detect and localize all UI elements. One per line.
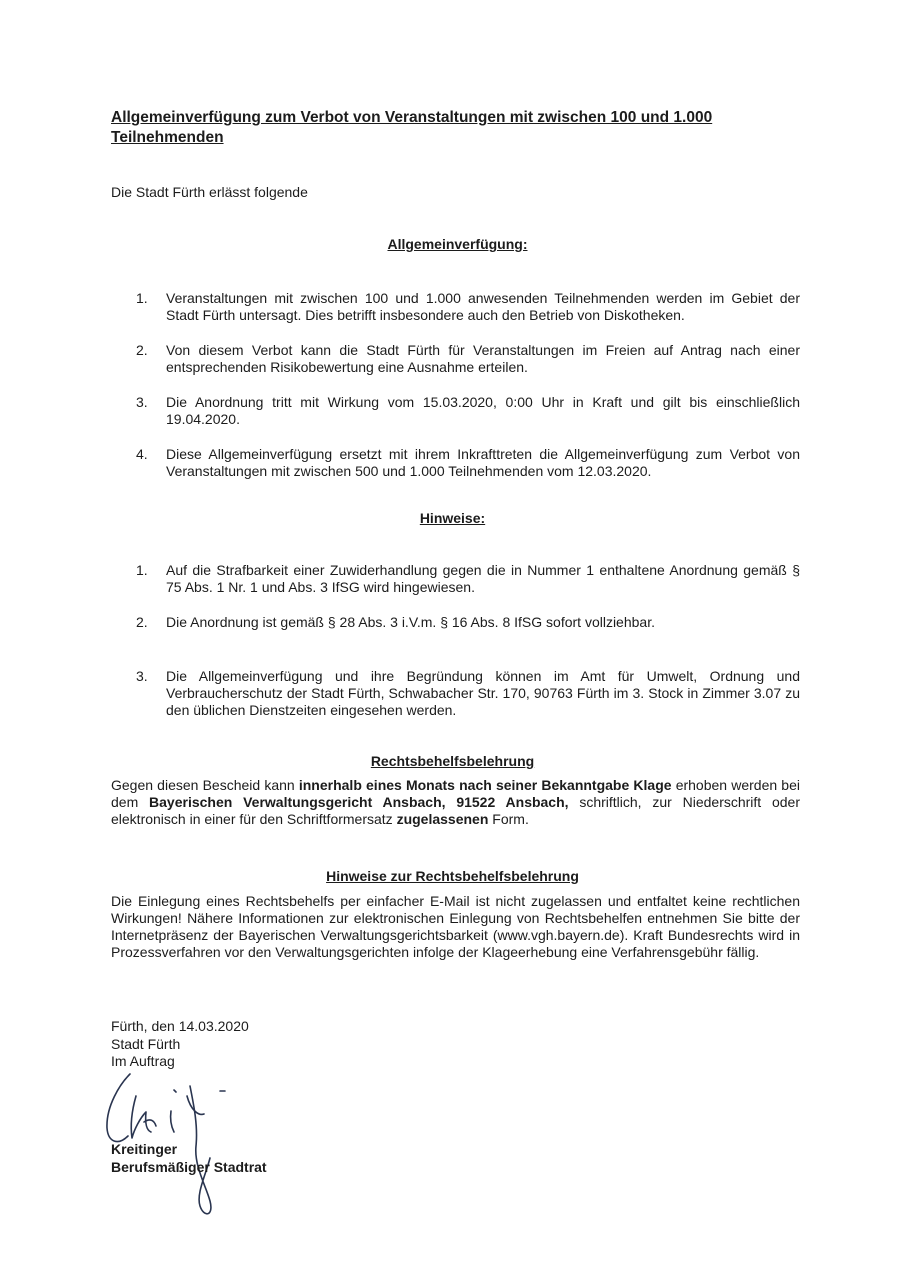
list-item <box>136 290 800 324</box>
list-item-number: 1. <box>136 290 148 306</box>
list-item-text: Die Anordnung ist gemäß § 28 Abs. 3 i.V.m. § 16 Abs. 8 IfSG sofort vollziehbar. <box>166 614 655 630</box>
signoff-block <box>111 1018 249 1071</box>
legal-text-part: Form. <box>488 811 529 827</box>
list-item <box>136 562 800 596</box>
legal-text-part: Gegen diesen Bescheid kann <box>111 777 299 793</box>
signer-title: Berufsmäßiger Stadtrat <box>111 1159 267 1175</box>
list-item-text: Auf die Strafbarkeit einer Zuwiderhandlung gegen die in Nummer 1 enthaltene Anordnung gemäß § 75 Abs. 1 Nr. 1 und Abs. 3 IfSG wird hingewiesen. <box>166 562 800 595</box>
list-item-number: 3. <box>136 394 148 410</box>
list-item <box>136 342 800 376</box>
authority: Stadt Fürth <box>111 1035 181 1052</box>
legal-text-bold: innerhalb eines Monats nach seiner Bekanntgabe Klage <box>298 777 672 793</box>
signer-name: Kreitinger <box>111 1141 178 1157</box>
list-item-number: 2. <box>136 614 148 630</box>
document-title: Allgemeinverfügung zum Verbot von Veranstaltungen mit zwischen 100 und 1.000 Teilnehmenden <box>111 109 713 146</box>
list-item <box>136 668 800 719</box>
on-behalf: Im Auftrag <box>111 1053 175 1069</box>
notes-heading: Hinweise: <box>419 510 486 526</box>
decree-heading: Allgemeinverfügung: <box>387 236 528 252</box>
notes-list <box>136 562 800 719</box>
list-item-text: Die Anordnung tritt mit Wirkung vom 15.03.2020, 0:00 Uhr in Kraft und gilt bis einschließlich 19.04.2020. <box>166 394 800 427</box>
list-item-number: 1. <box>136 562 148 578</box>
list-item-number: 2. <box>136 342 148 358</box>
intro-text: Die Stadt Fürth erlässt folgende <box>111 184 308 200</box>
legal-notes-heading: Hinweise zur Rechtsbehelfsbelehrung <box>326 868 579 884</box>
list-item-text: Veranstaltungen mit zwischen 100 und 1.000 anwesenden Teilnehmenden werden im Gebiet der Stadt Fürth untersagt. Dies betrifft insbesondere auch den Betrieb von Diskotheken. <box>166 290 800 323</box>
list-item-text: Diese Allgemeinverfügung ersetzt mit ihrem Inkrafttreten die Allgemeinverfügung zum Verbot von Veranstaltungen mit zwischen 500 und 1.000 Teilnehmenden vom 12.03.2020. <box>166 446 800 479</box>
decree-list <box>136 290 800 498</box>
list-item-text: Von diesem Verbot kann die Stadt Fürth für Veranstaltungen im Freien auf Antrag nach einer entsprechenden Risikobewertung eine Ausnahme erteilen. <box>166 342 800 375</box>
legal-text-part: erhoben werden bei dem <box>111 777 800 810</box>
legal-remedy-heading: Rechtsbehelfsbelehrung <box>370 753 535 769</box>
legal-text-part: schriftlich, zur Niederschrift oder elektronisch in einer für den Schriftformersatz <box>111 794 801 827</box>
place-date: Fürth, den 14.03.2020 <box>111 1018 249 1034</box>
legal-remedy-text <box>111 777 800 828</box>
legal-text-bold: Bayerischen Verwaltungsgericht Ansbach, 91522 Ansbach, <box>149 794 569 810</box>
list-item <box>136 614 800 631</box>
legal-notes-text: Die Einlegung eines Rechtsbehelfs per einfacher E-Mail ist nicht zugelassen und entfaltet keine rechtlichen Wirkungen! Nähere Informationen zur elektronischen Einlegung von Rechtsbehelfen entnehmen Sie bitte der Internetpräsenz der Bayerischen Verwaltungsgerichtsbarkeit (www.vgh.bayern.de). Kraft Bundesrechts wird in Prozessverfahren vor den Verwaltungsgerichten infolge der Klageerhebung eine Verfahrensgebühr fällig. <box>111 893 800 960</box>
list-item-text: Die Allgemeinverfügung und ihre Begründung können im Amt für Umwelt, Ordnung und Verbraucherschutz der Stadt Fürth, Schwabacher Str. 170, 90763 Fürth im 3. Stock in Zimmer 3.07 zu den üblichen Dienstzeiten eingesehen werden. <box>166 668 800 718</box>
signer-block <box>111 1140 267 1176</box>
list-item-number: 4. <box>136 446 148 462</box>
list-item <box>136 394 800 428</box>
list-item-number: 3. <box>136 668 148 684</box>
legal-text-bold: zugelassenen <box>396 811 489 827</box>
list-item <box>136 446 800 480</box>
